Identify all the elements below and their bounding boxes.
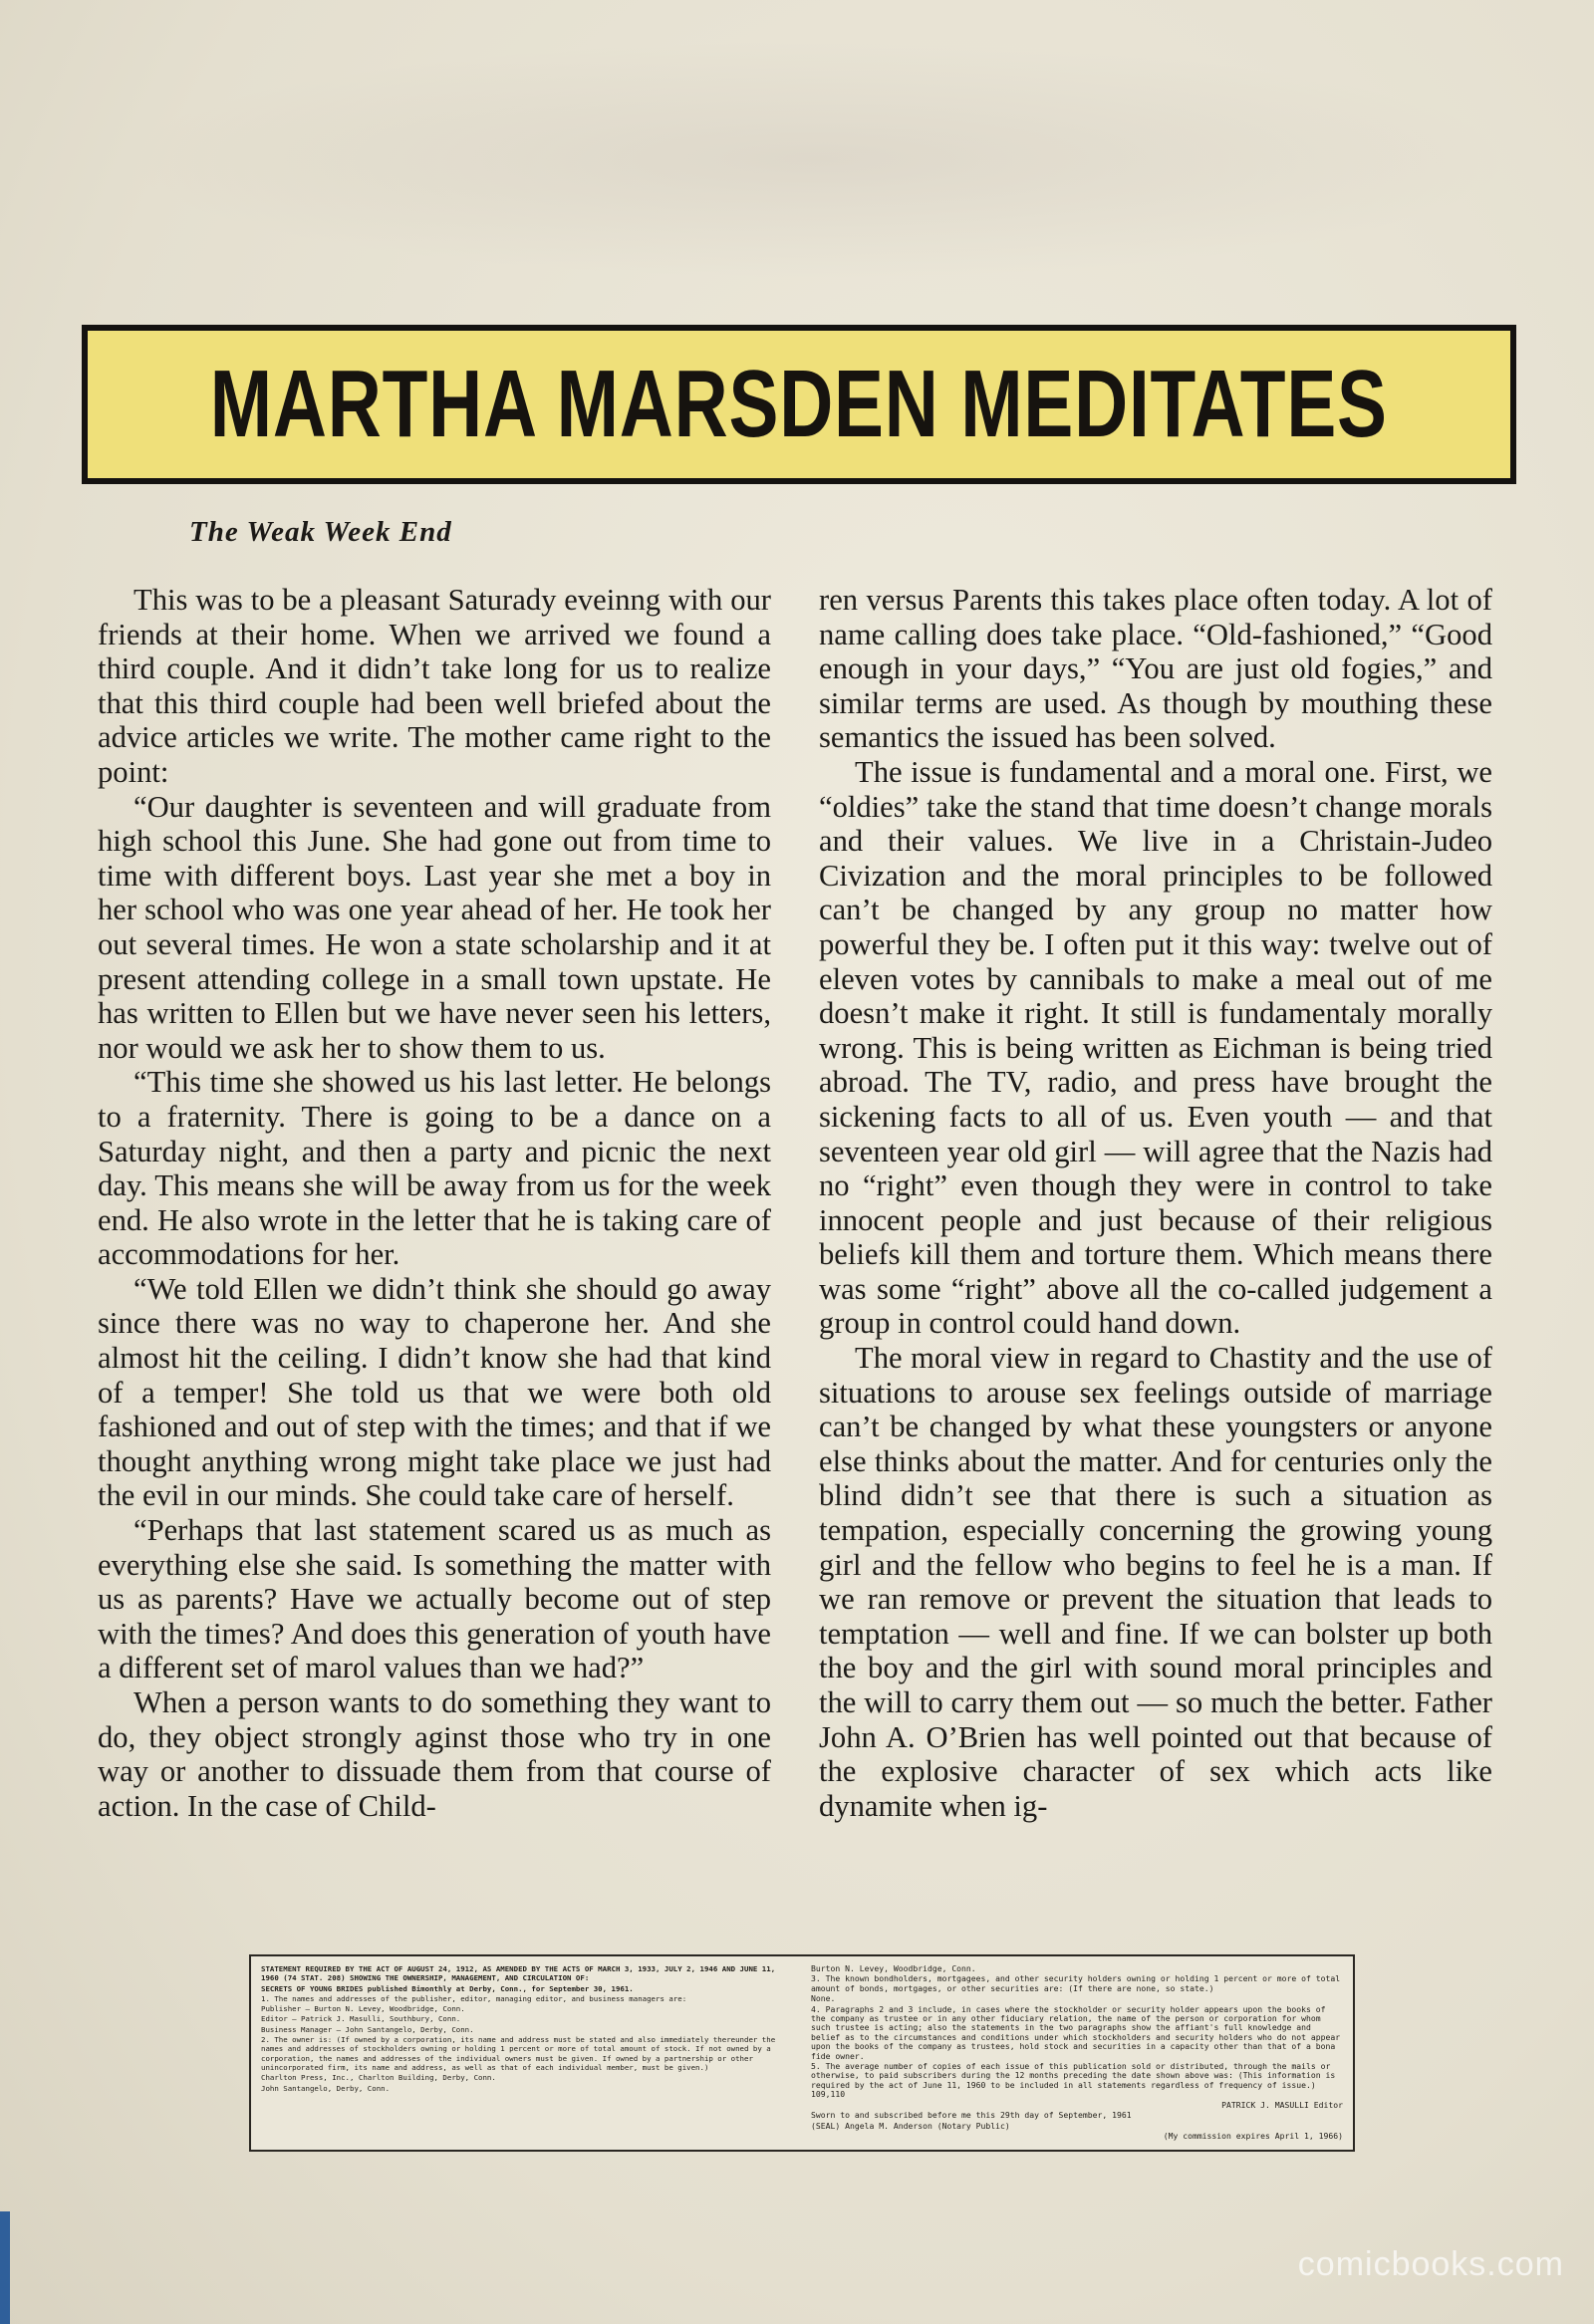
statement-line: STATEMENT REQUIRED BY THE ACT OF AUGUST 24, 1912, AS AMENDED BY THE ACTS OF MARCH 3, 1933, JULY 2, 1946 AND JUNE 11, 1960 (74 STAT. 208) SHOWING THE OWNERSHIP, MANAGEMENT, AND CIRCULATION OF: — [261, 1964, 776, 1983]
statement-line: John Santangelo, Derby, Conn. — [261, 2083, 391, 2093]
statement-line: PATRICK J. MASULLI Editor — [1221, 2099, 1343, 2110]
title-banner — [82, 325, 1516, 484]
statement-line: Charlton Press, Inc., Charlton Building, Derby, Conn. — [261, 2073, 496, 2083]
statement-line: Publisher — Burton N. Levey, Woodbridge, Conn. — [261, 2004, 465, 2014]
paragraph: When a person wants to do something they want to do, they object strongly aginst those who try in one way or another to dissuade them from that course of action. In the case of Child- — [98, 1685, 771, 1823]
statement-line: 5. The average number of copies of each issue of this publication sold or distributed, through the mails or otherwise, to paid subscribers during the 12 months preceding the date shown above was: (This information is required by the act of June 11, 1960 to be included in all statements regardless of frequency of issue.) 109,110 — [811, 2061, 1336, 2100]
right-column — [819, 583, 1492, 1823]
paragraph: “Our daughter is seventeen and will graduate from high school this June. She had gone out from time to time with different boys. Last year she met a boy in her school who was one year ahead of her. He took her out several times. He won a state scholarship and it at present attending college in a small town upstate. He has written to Ellen but we have never seen his letters, nor would we ask her to show them to us. — [98, 789, 771, 1065]
statement-right — [811, 1964, 1343, 2142]
paragraph: ren versus Parents this takes place often today. A lot of name calling does take place. “Old-fashioned,” “Good enough in your days,” “You are just old fogies,” and similar terms are used. As though by mouthing these semantics the issued has been solved. — [819, 583, 1492, 755]
left-column — [98, 583, 771, 1823]
statement-line: Burton N. Levey, Woodbridge, Conn. — [811, 1963, 976, 1973]
statement-line: Editor — Patrick J. Masulli, Southbury, Conn. — [261, 2014, 461, 2024]
ownership-statement — [249, 1954, 1355, 2152]
article-subtitle: The Weak Week End — [189, 516, 452, 548]
paragraph: “We told Ellen we didn’t think she should go away since there was no way to chaperone her. And she almost hit the ceiling. I didn’t know she had that kind of a temper! She told us that we were both old fashioned and out of step with the times; and that if we thought anything wrong might take place we just had the evil in our minds. She could take care of herself. — [98, 1271, 771, 1513]
paragraph: The issue is fundamental and a moral one. First, we “oldies” take the stand that time doesn’t change morals and their values. We live in a Christain-Judeo Civization and the moral principles to be followed can’t be changed by any group no matter how powerful they be. I often put it this way: twelve out of eleven votes by cannibals to make a meal out of me doesn’t make it right. It still is fundamentaly morally wrong. This is being written as Eichman is being tried abroad. The TV, radio, and press have brought the sickening facts to all of us. Even youth — and that seventeen year old girl — will agree that the Nazis had no “right” even though they were in control to take innocent people and just because of their religious beliefs kill them and torture them. Which means there was some “right” above all the co-called judgement a group in control could hand down. — [819, 754, 1492, 1341]
statement-line: Sworn to and subscribed before me this 29th day of September, 1961 — [811, 2110, 1132, 2121]
statement-line: 1. The names and addresses of the publisher, editor, managing editor, and business managers are: — [261, 1993, 687, 2003]
statement-line: 3. The known bondholders, mortgagees, and other security holders owning or holding 1 percent or more of total amount of bonds, mortgages, or other securities are: (If there are none, so state.) — [811, 1973, 1341, 1993]
site-watermark: comicbooks.com — [1297, 2245, 1564, 2283]
page-title: MARTHA MARSDEN MEDITATES — [209, 351, 1389, 457]
statement-line: (SEAL) Angela M. Anderson (Notary Public) — [811, 2120, 1010, 2131]
statement-line: Business Manager — John Santangelo, Derby, Conn. — [261, 2024, 474, 2034]
paragraph: This was to be a pleasant Saturady eveinng with our friends at their home. When we arrived we found a third couple. And it didn’t take long for us to realize that this third couple had been well briefed about the advice articles we write. The mother came right to the point: — [98, 583, 771, 789]
faded-background-print — [120, 40, 1514, 279]
statement-line: 4. Paragraphs 2 and 3 include, in cases where the stockholder or security holder appears upon the books of the company as trustee or in any other fiduciary relation, the name of the person or corporation for whom such trustee is acting; also the statements in the two paragraphs show the affiant's full knowledge and belief as to the circumstances and conditions under which stockholders and security holders who do not appear upon the books of the company as trustees, hold stock and securities in a capacity other than that of a bona fide owner. — [811, 2003, 1341, 2061]
statement-line: 2. The owner is: (If owned by a corporation, its name and address must be stated and also immediately thereunder the names and addresses of stockholders owning or holding 1 percent or more of total amount of stock. If not owned by a corporation, the names and addresses of the individual owners must be given. If owned by a partnership or other unincorporated firm, its name and address, as well as that of each individual member, must be given.) — [261, 2035, 776, 2072]
statement-line: None. — [811, 1993, 836, 2004]
statement-line: (My commission expires April 1, 1966) — [1163, 2130, 1343, 2141]
statement-line: SECRETS OF YOUNG BRIDES published Bimonthly at Derby, Conn., for September 30, 1961. — [261, 1983, 634, 1993]
paragraph: “Perhaps that last statement scared us as much as everything else she said. Is something the matter with us as parents? Have we actually become out of step with the times? And does this generation of youth have a different set of marol values than we had?” — [98, 1513, 771, 1685]
paragraph: “This time she showed us his last letter. He belongs to a fraternity. There is going to be a dance on a Saturday night, and then a party and picnic the next day. This means she will be away from us for the week end. He also wrote in the letter that he is taking care of accommodations for her. — [98, 1065, 771, 1272]
spine-edge — [0, 2211, 10, 2324]
statement-left — [261, 1964, 793, 2142]
paragraph: The moral view in regard to Chastity and the use of situations to arouse sex feelings outside of marriage can’t be changed by what these youngsters or anyone else thinks about the matter. And for centuries only the blind didn’t see that there is such a situation as tempation, especially concerning the growing young girl and the fellow who begins to feel he is a man. If we ran remove or prevent the situation that leads to temptation — well and fine. If we can bolster up both the boy and the girl with sound moral principles and the will to carry them out — so much the better. Father John A. O’Brien has well pointed out that because of the explosive character of sex which acts like dynamite when ig- — [819, 1341, 1492, 1823]
